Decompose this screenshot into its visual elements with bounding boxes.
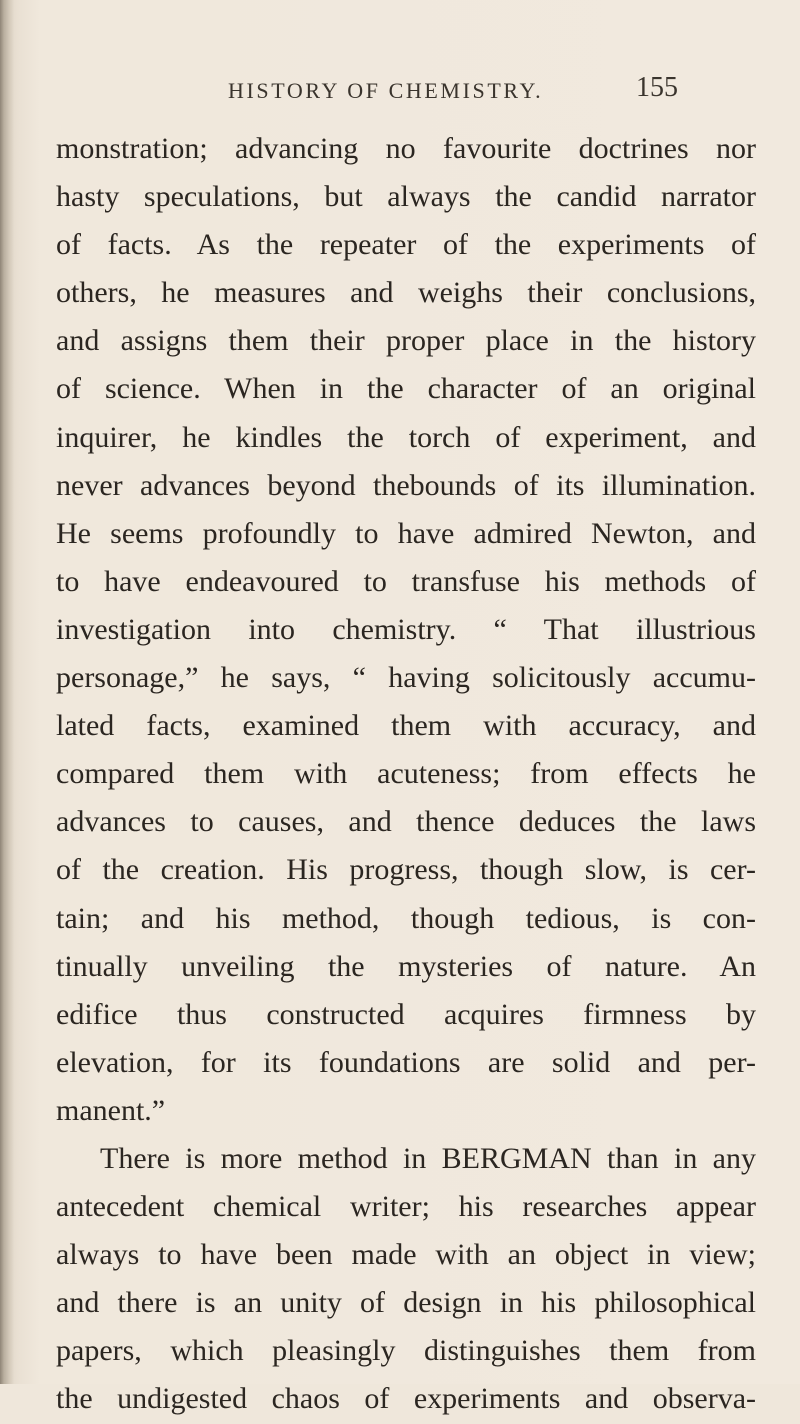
text-line: investigation into chemistry. “ That illustrious (56, 612, 756, 646)
page-gutter (0, 0, 14, 1384)
text-line: tinually unveiling the mysteries of nature. An (56, 949, 756, 983)
text-line: of the creation. His progress, though slow, is cer- (56, 853, 756, 887)
paragraph-start-line: There is more method in BERGMAN than in any (100, 1141, 756, 1175)
text-line: of science. When in the character of an original (56, 372, 756, 406)
text-line: the undigested chaos of experiments and observa- (56, 1382, 756, 1416)
text-line: of facts. As the repeater of the experiments of (56, 228, 756, 262)
paragraph-end-line: manent.” (56, 1093, 166, 1127)
text-line: advances to causes, and thence deduces the laws (56, 805, 756, 839)
text-line: tain; and his method, though tedious, is con- (56, 901, 756, 935)
text-line: elevation, for its foundations are solid and per- (56, 1045, 756, 1079)
text-line: personage,” he says, “ having solicitously accumu- (56, 661, 756, 695)
running-head-title: HISTORY OF CHEMISTRY. (228, 78, 544, 103)
text-line: to have endeavoured to transfuse his methods of (56, 564, 756, 598)
text-line: hasty speculations, but always the candid narrator (56, 180, 756, 214)
text-line: antecedent chemical writer; his researches appear (56, 1190, 756, 1224)
text-line: edifice thus constructed acquires firmness by (56, 997, 756, 1031)
text-line: always to have been made with an object in view; (56, 1238, 756, 1272)
page-number: 155 (636, 72, 678, 103)
text-line: never advances beyond thebounds of its illumination. (56, 468, 756, 502)
text-line: and assigns them their proper place in the history (56, 324, 756, 358)
text-line: He seems profoundly to have admired Newton, and (56, 516, 756, 550)
text-line: compared them with acuteness; from effects he (56, 757, 756, 791)
text-line: inquirer, he kindles the torch of experiment, and (56, 420, 756, 454)
text-line: and there is an unity of design in his philosophical (56, 1286, 756, 1320)
text-line: monstration; advancing no favourite doctrines nor (56, 132, 756, 165)
running-head (0, 72, 800, 106)
text-line: papers, which pleasingly distinguishes them from (56, 1334, 756, 1368)
text-line: lated facts, examined them with accuracy, and (56, 709, 756, 743)
text-line: others, he measures and weighs their conclusions, (56, 276, 756, 310)
body-text (56, 125, 756, 1424)
